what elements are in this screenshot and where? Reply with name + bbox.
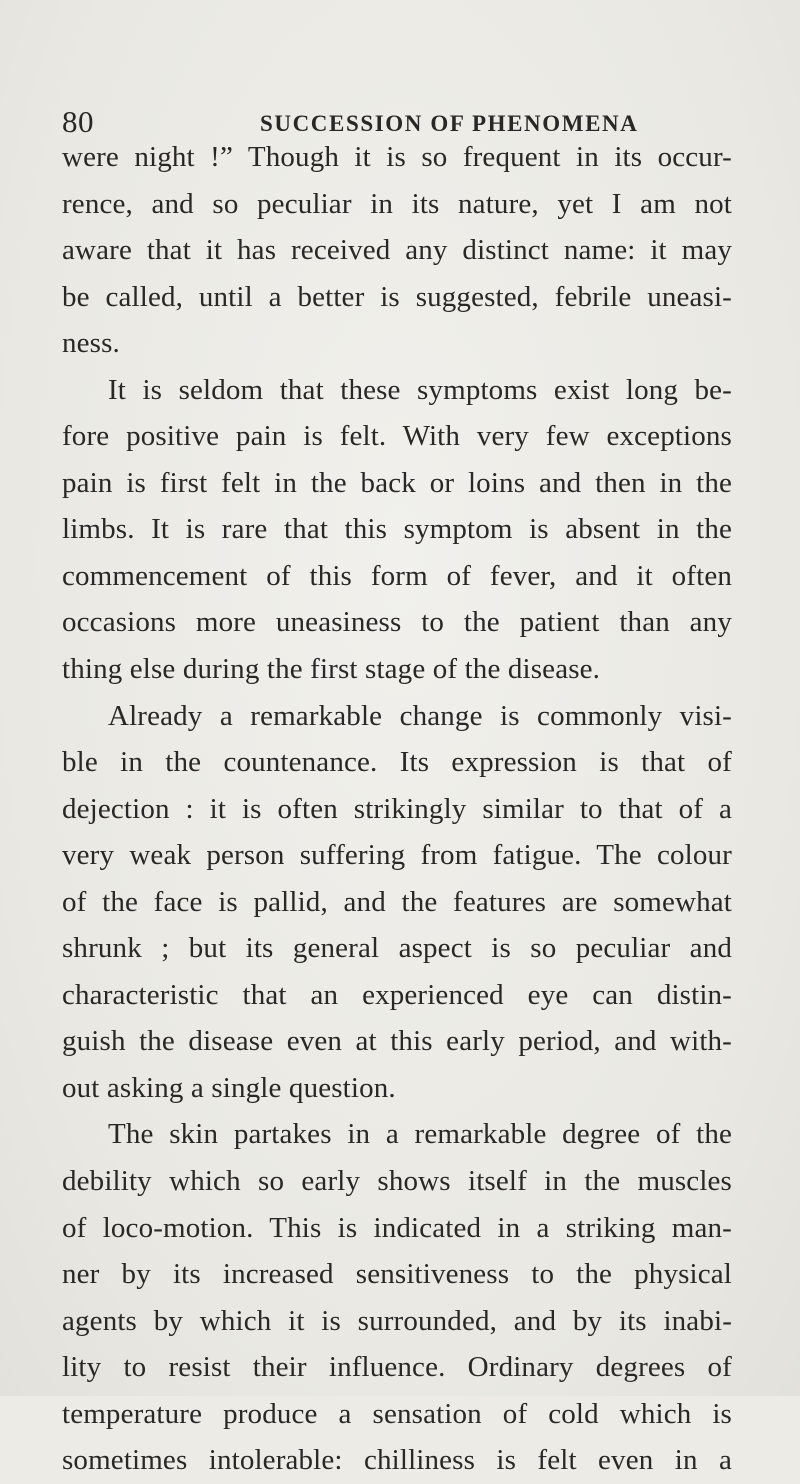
text-line: guish the disease even at this early period, and with- <box>62 1025 732 1058</box>
text-line: thing else during the first stage of the disease. <box>62 653 601 686</box>
text-line: limbs. It is rare that this symptom is absent in the <box>62 513 732 546</box>
text-line: pain is first felt in the back or loins and then in the <box>62 466 732 499</box>
text-line: were night !” Though it is so frequent in its occur- <box>62 141 732 173</box>
text-line: lity to resist their influence. Ordinary degrees of <box>62 1351 732 1384</box>
text-line: characteristic that an experienced eye can distin- <box>62 978 732 1011</box>
text-line: ble in the countenance. Its expression is that of <box>62 746 732 779</box>
text-line: ner by its increased sensitiveness to the physical <box>62 1258 732 1291</box>
text-line: of loco-motion. This is indicated in a striking man- <box>62 1211 732 1244</box>
text-line: Already a remarkable change is commonly visi- <box>108 699 732 732</box>
text-line: be called, until a better is suggested, febrile uneasi- <box>62 280 732 313</box>
text-line: occasions more uneasiness to the patient than any <box>62 606 732 639</box>
text-line: rence, and so peculiar in its nature, yet I am not <box>62 187 732 220</box>
text-line: aware that it has received any distinct name: it may <box>62 234 732 267</box>
text-line: very weak person suffering from fatigue. The colour <box>62 839 732 872</box>
text-line: of the face is pallid, and the features are somewhat <box>62 885 732 918</box>
text-line: agents by which it is surrounded, and by its inabi- <box>62 1304 732 1337</box>
page-number: 80 <box>62 104 94 139</box>
text-line: fore positive pain is felt. With very few exceptions <box>62 420 732 453</box>
text-line: sometimes intolerable: chilliness is felt even in a <box>62 1444 732 1477</box>
body-text <box>62 134 732 1484</box>
text-line: dejection : it is often strikingly similar to that of a <box>62 792 732 825</box>
text-line: commencement of this form of fever, and it often <box>62 559 732 592</box>
text-line: shrunk ; but its general aspect is so peculiar and <box>62 932 732 965</box>
text-line: The skin partakes in a remarkable degree of the <box>108 1118 732 1151</box>
running-head-title: SUCCESSION OF PHENOMENA <box>260 111 639 136</box>
text-line: temperature produce a sensation of cold which is <box>62 1397 732 1430</box>
text-line: debility which so early shows itself in the muscles <box>62 1165 732 1198</box>
text-line: ness. <box>62 327 120 360</box>
text-line: It is seldom that these symptoms exist long be- <box>108 373 732 406</box>
text-line: out asking a single question. <box>62 1071 396 1104</box>
